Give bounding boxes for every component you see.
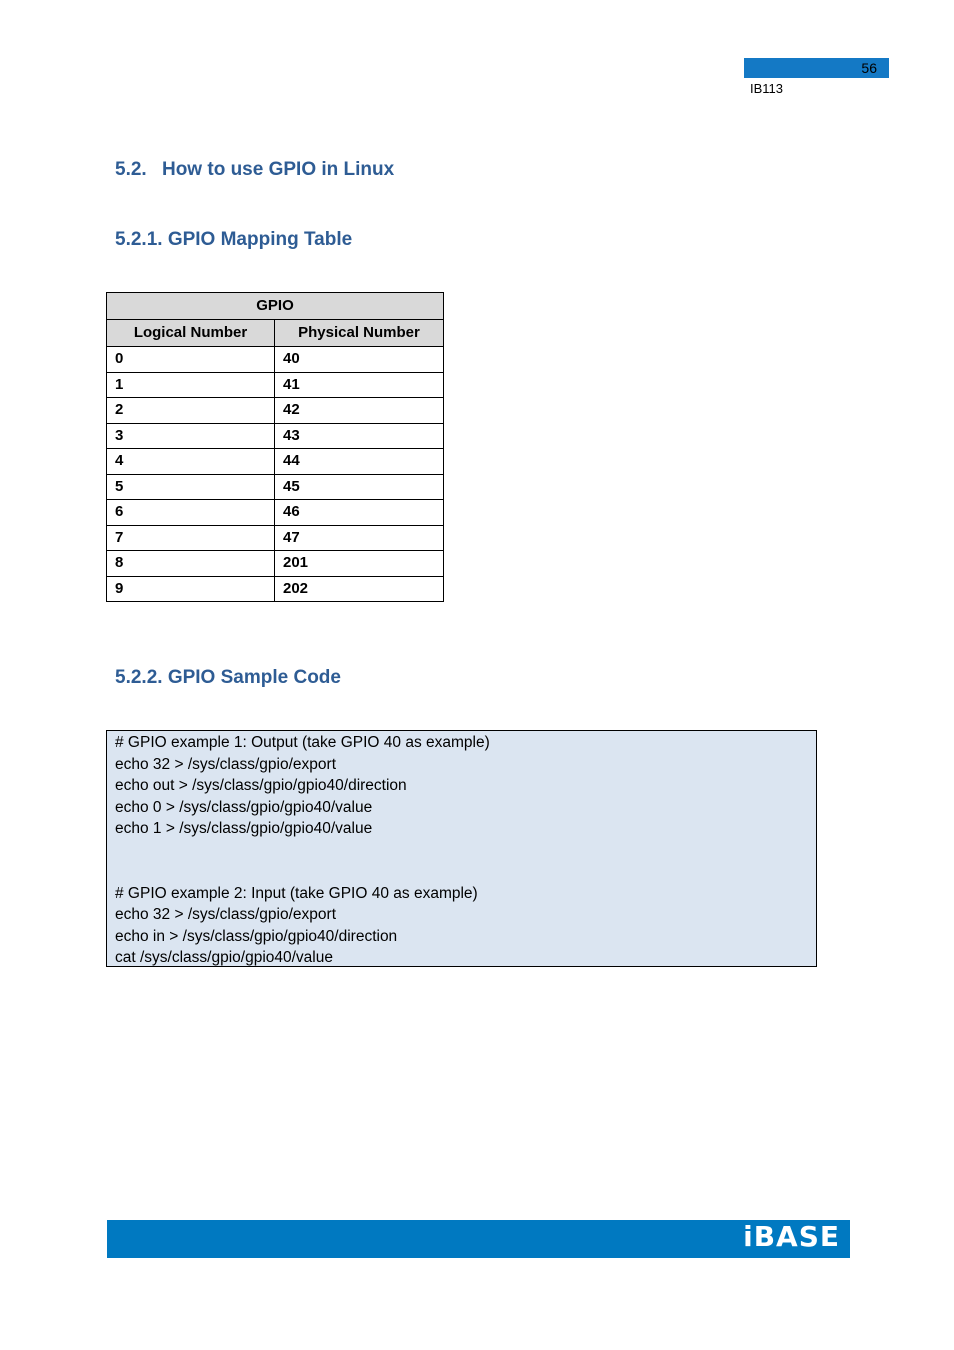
code-line: # GPIO example 1: Output (take GPIO 40 as example) — [115, 734, 490, 751]
logical-number-cell: 8 — [107, 551, 275, 577]
logical-number-cell: 9 — [107, 576, 275, 602]
logical-number-cell: 5 — [107, 474, 275, 500]
logical-number-cell: 6 — [107, 500, 275, 526]
logical-number-cell: 0 — [107, 347, 275, 373]
logical-number-cell: 2 — [107, 398, 275, 424]
section-title: How to use GPIO in Linux — [161, 159, 395, 180]
physical-number-cell: 202 — [275, 576, 444, 602]
code-line: echo out > /sys/class/gpio/gpio40/direction — [115, 777, 407, 794]
table-row — [107, 347, 444, 373]
logical-number-cell: 3 — [107, 423, 275, 449]
physical-number-cell: 47 — [275, 525, 444, 551]
footer-bar — [107, 1220, 850, 1258]
table-caption: GPIO — [107, 293, 444, 320]
table-row — [107, 551, 444, 577]
subsection-heading-mapping-table: 5.2.1. GPIO Mapping Table — [115, 229, 353, 250]
page-number-bar — [744, 58, 889, 78]
code-line: echo 1 > /sys/class/gpio/gpio40/value — [115, 820, 373, 837]
table-row — [107, 449, 444, 475]
logical-number-cell: 4 — [107, 449, 275, 475]
document-code: IB113 — [750, 81, 784, 96]
physical-number-cell: 45 — [275, 474, 444, 500]
section-number: 5.2. — [115, 159, 147, 180]
table-row — [107, 423, 444, 449]
column-header-logical: Logical Number — [107, 320, 275, 347]
column-header-physical: Physical Number — [275, 320, 444, 347]
code-line — [115, 840, 808, 883]
code-line: echo 32 > /sys/class/gpio/export — [115, 755, 336, 773]
table-row — [107, 372, 444, 398]
ibase-logo: iBASE — [743, 1220, 840, 1253]
physical-number-cell: 43 — [275, 423, 444, 449]
logical-number-cell: 7 — [107, 525, 275, 551]
gpio-mapping-table — [106, 292, 444, 602]
physical-number-cell: 201 — [275, 551, 444, 577]
code-line: echo in > /sys/class/gpio/gpio40/direction — [115, 927, 398, 945]
table-row — [107, 576, 444, 602]
physical-number-cell: 46 — [275, 500, 444, 526]
code-line: echo 32 > /sys/class/gpio/export — [115, 906, 336, 923]
code-line: echo 0 > /sys/class/gpio/gpio40/value — [115, 798, 373, 816]
table-row — [107, 474, 444, 500]
code-line: cat /sys/class/gpio/gpio40/value — [115, 949, 333, 966]
table-row — [107, 500, 444, 526]
physical-number-cell: 41 — [275, 372, 444, 398]
table-header-row — [107, 320, 444, 347]
page-number: 56 — [861, 60, 877, 76]
table-caption-row — [107, 293, 444, 320]
code-block — [106, 730, 817, 967]
physical-number-cell: 44 — [275, 449, 444, 475]
section-heading — [115, 158, 394, 182]
table-row — [107, 398, 444, 424]
physical-number-cell: 42 — [275, 398, 444, 424]
subsection-heading-sample-code: 5.2.2. GPIO Sample Code — [115, 667, 341, 688]
logical-number-cell: 1 — [107, 372, 275, 398]
table-row — [107, 525, 444, 551]
physical-number-cell: 40 — [275, 347, 444, 373]
code-line: # GPIO example 2: Input (take GPIO 40 as example) — [115, 884, 478, 902]
